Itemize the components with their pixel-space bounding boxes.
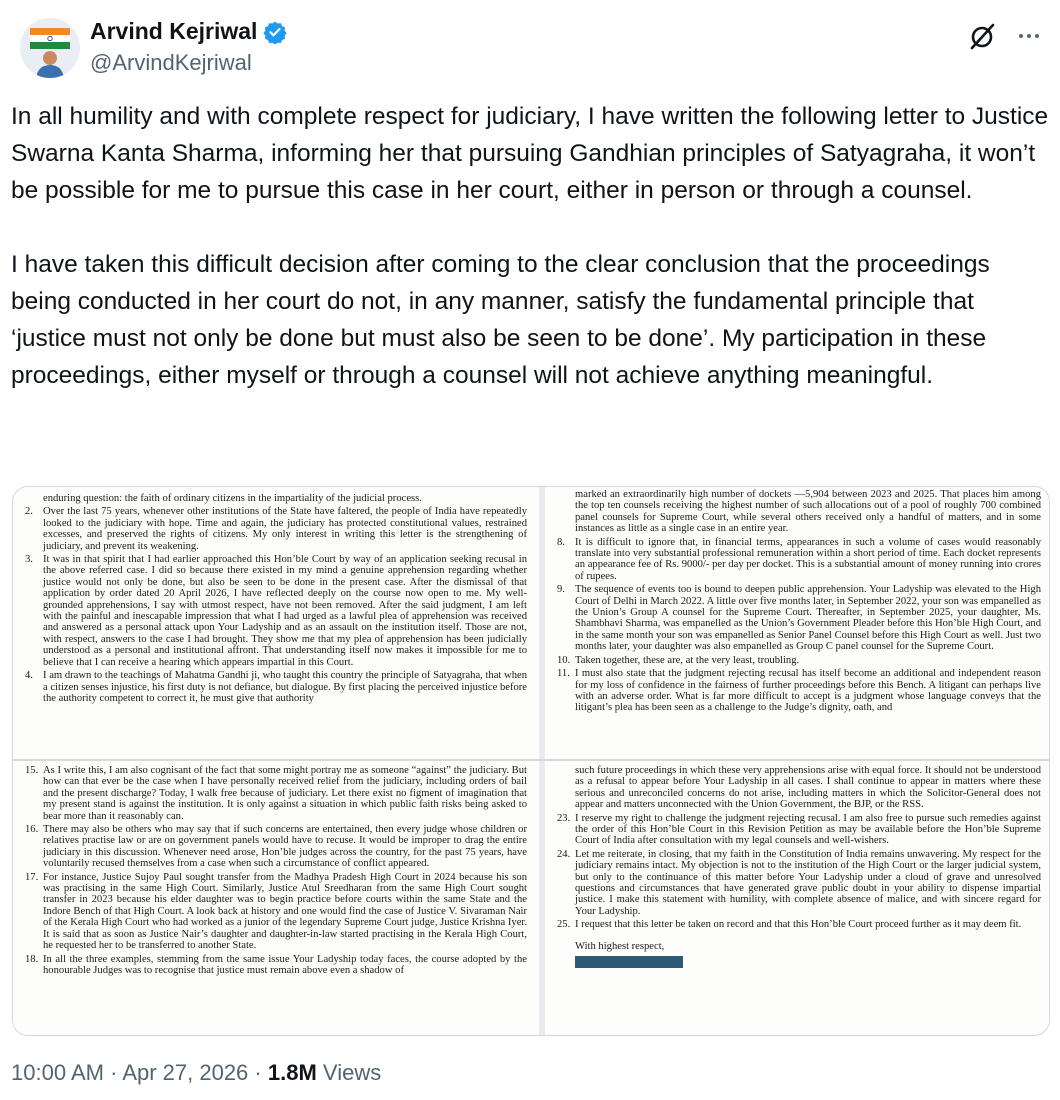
letter-paragraph: 10. Taken together, these are, at the very least, troubling. <box>557 654 800 666</box>
meta-separator: · <box>254 1060 262 1085</box>
letter-paragraph: 23. I reserve my right to challenge the judgment rejecting recusal. I am also free to pursue such remedies against the order of this Hon’ble Court in this Revision Petition as may be available before the Hon’ble Supreme Court of India after consultation with my legal counsels and well-wishers. <box>557 812 1041 847</box>
tweet-meta <box>11 1060 381 1086</box>
letter-paragraph: 4. I am drawn to the teachings of Mahatma Gandhi ji, who taught this country the principle of Satyagraha, that when a citizen senses injustice, his first duty is not defiance, but dialogue. By first placing the perceived injustice before the authority competent to correct it, he must give that authority <box>25 670 527 704</box>
tweet-time[interactable]: 10:00 AM <box>11 1060 104 1085</box>
more-options-icon[interactable] <box>1014 22 1044 50</box>
verified-badge-icon <box>263 20 287 44</box>
tweet-paragraph: In all humility and with complete respect for judiciary, I have written the following letter to Justice Swarna Kanta Sharma, informing her that pursuing Gandhian principles of Satyagraha, it won’t be possible for me to pursue this case in her court, either in person or through a counsel. <box>11 103 1049 204</box>
tweet-paragraph: I have taken this difficult decision after coming to the clear conclusion that the proceedings being conducted in her court do not, in any manner, satisfy the fundamental principle that ‘justice must not only be done but must also be seen to be done’. My participation in these proceedings, either myself or through a counsel will not achieve anything meaningful. <box>11 251 990 389</box>
letter-page-top-left <box>13 487 539 759</box>
tweet-date[interactable]: Apr 27, 2026 <box>122 1060 249 1085</box>
grok-icon[interactable] <box>966 20 998 52</box>
signature-block <box>575 956 683 968</box>
letter-paragraph: 8. It is difficult to ignore that, in financial terms, appearances in such a volume of cases would reasonably translate into very substantial professional remuneration within a short period of time. Each docket represents an appearance fee of Rs. 9000/- per day per docket. This is a substantial amount of money running into crores of rupees. <box>557 536 1041 582</box>
letter-paragraph: 17. For instance, Justice Sujoy Paul sought transfer from the Madhya Pradesh High Court in 2024 because his son was practising in the same High Court. Similarly, Justice Atul Sreedharan from the same High Court sought transfer in 2023 because his elder daughter was to begin practice before courts within the same State and the Indore Bench of that High Court. A look back at history and one would find the case of Justice V. Sivaraman Nair of the Kerala High Court who had worked as a junior of the legendary Supreme Court judge, Justice Krishna Iyer. It is said that as soon as Justice Nair’s daughter and daughter-in-law started practising in the Kerala High Court, he requested her to be transferred to another State. <box>25 871 527 952</box>
page-divider <box>539 487 545 1036</box>
letter-paragraph: 25. I request that this letter be taken on record and that this Hon’ble Court proceed further as it may deem fit. <box>557 919 1022 931</box>
letter-paragraph: 3. It was in that spirit that I had earlier approached this Hon’ble Court by way of an application seeking recusal in the above referred case. I did so because there existed in my mind a genuine apprehension regarding whether justice would not only be done, but also be seen to be done in the present case. After the dismissal of that application by order dated 20 April 2026, I have reflected deeply on the course now open to me. My well-grounded apprehensions, I say with utmost respect, have not been removed. After the said judgment, I am left with the painful and inescapable impression that what I had urged as a lawful plea of apprehension was received and answered as a personal attack upon Your Ladyship and as an assault on the institution itself. Those are not, with respect, answers to the case I had brought. They show me that my plea of apprehension has been judicially understood as a personal and institutional affront. That understanding itself now makes it impossible for me to believe that I can receive a hearing which appears impartial in this Court. <box>25 554 527 668</box>
letter-paragraph: 15. As I write this, I am also cognisant of the fact that some might portray me as someone “against” the judiciary. But how can that ever be the case when I have personally received relief from the judiciary, including orders of bail and the present discharge? Today, I walk free because of judiciary. Let there exist no figment of imagination that my present stand is against the institution. It is only against a situation in which public faith risks being asked to bear more than it reasonably can. <box>25 765 527 822</box>
letter-page-bottom-left <box>13 761 539 1036</box>
views-label: Views <box>322 1060 382 1085</box>
avatar[interactable] <box>20 18 80 78</box>
letter-paragraph: 9. The sequence of events too is bound to deepen public apprehension. Your Ladyship was elevated to the High Court of Delhi in March 2022. A little over five months later, in September 2022, your son was empanelled as the Union’s Group A counsel for the Supreme Court. Thereafter, in September 2025, your daughter, Ms. Shambhavi Sharma, was empanelled as the Union’s Government Pleader before this Hon’ble High Court, and in the same month your son was empanelled as Senior Panel Counsel before this High Court as well. Just two months later, your daughter was also empanelled as Group C panel counsel for the Supreme Court. <box>557 584 1041 653</box>
user-handle[interactable]: @ArvindKejriwal <box>90 50 252 75</box>
page-divider <box>13 759 1050 761</box>
letter-paragraph: 18. In all the three examples, stemming from the same issue Your Ladyship today faces, the course adopted by the honourable Judges was to recognise that justice must remain above even a shadow of <box>25 953 527 976</box>
letter-paragraph: such future proceedings in which these very apprehensions arise with equal force. It should not be understood as a refusal to appear before Your Ladyship in all cases. I shall continue to appear in matters where these serious and unreconciled concerns do not arise, including matters in which the Solicitor-General does not appear and matters unconnected with the Union Government, the BJP, or the RSS. <box>575 765 1041 811</box>
tweet-header <box>12 10 1048 80</box>
tweet-text <box>11 98 1051 394</box>
letter-page-top-right <box>545 487 1050 759</box>
display-name[interactable]: Arvind Kejriwal <box>90 18 258 44</box>
views-count: 1.8M <box>267 1060 317 1085</box>
letter-paragraph: 24. Let me reiterate, in closing, that my faith in the Constitution of India remains unwavering. My respect for the judiciary remains intact. My objection is not to the institution of the High Court or the larger judicial system, but only to the continuance of this matter before Your Ladyship under a cloud of grave and unresolved questions and circumstances that have generated grave public doubt in your ability to dispense impartial justice. I make this statement with humility, with complete absence of malice, and with sincere regard for Your Ladyship. <box>557 848 1041 917</box>
letter-paragraph: 16. There may also be others who may say that if such concerns are entertained, then every judge whose children or relatives practise law or are on government panels would have to recuse. It would be improper to drag the entire judiciary in this discussion. Whenever need arose, Hon’ble judges across the country, for the past 75 years, have voluntarily recused themselves from a case when such a circumstance of conflict appeared. <box>25 824 527 870</box>
letter-paragraph: marked an extraordinarily high number of dockets —5,904 between 2023 and 2025. That places him among the top ten counsels receiving the highest number of such allocations out of a pool of roughly 700 combined panel counsels for Supreme Court, while several others received only a handful of matters, and in some instances as little as a single case in an entire year. <box>575 489 1041 535</box>
attached-letter-image[interactable] <box>12 486 1050 1036</box>
letter-paragraph: 11. I must also state that the judgment rejecting recusal has itself become an additional and independent reason for my loss of confidence in the fairness of further proceedings before this Bench. A litigant can perhaps live with an adverse order. What is far more difficult to accept is a judgment whose language conveys that the litigant’s plea has been seen as a challenge to the Judge’s dignity, oath, and <box>557 668 1041 714</box>
letter-paragraph: enduring question: the faith of ordinary citizens in the impartiality of the judicial process. <box>43 493 422 504</box>
letter-closing: With highest respect, <box>575 940 665 952</box>
letter-paragraph: 2. Over the last 75 years, whenever other institutions of the State have faltered, the people of India have repeatedly looked to the judiciary with hope. Time and again, the judiciary has protected constitutional values, restrained excesses, and preserved the rights of citizens. My only interest in writing this letter is the strengthening of judiciary, and prevent its weakening. <box>25 506 527 552</box>
meta-separator: · <box>110 1060 118 1085</box>
letter-page-bottom-right <box>545 761 1050 1036</box>
